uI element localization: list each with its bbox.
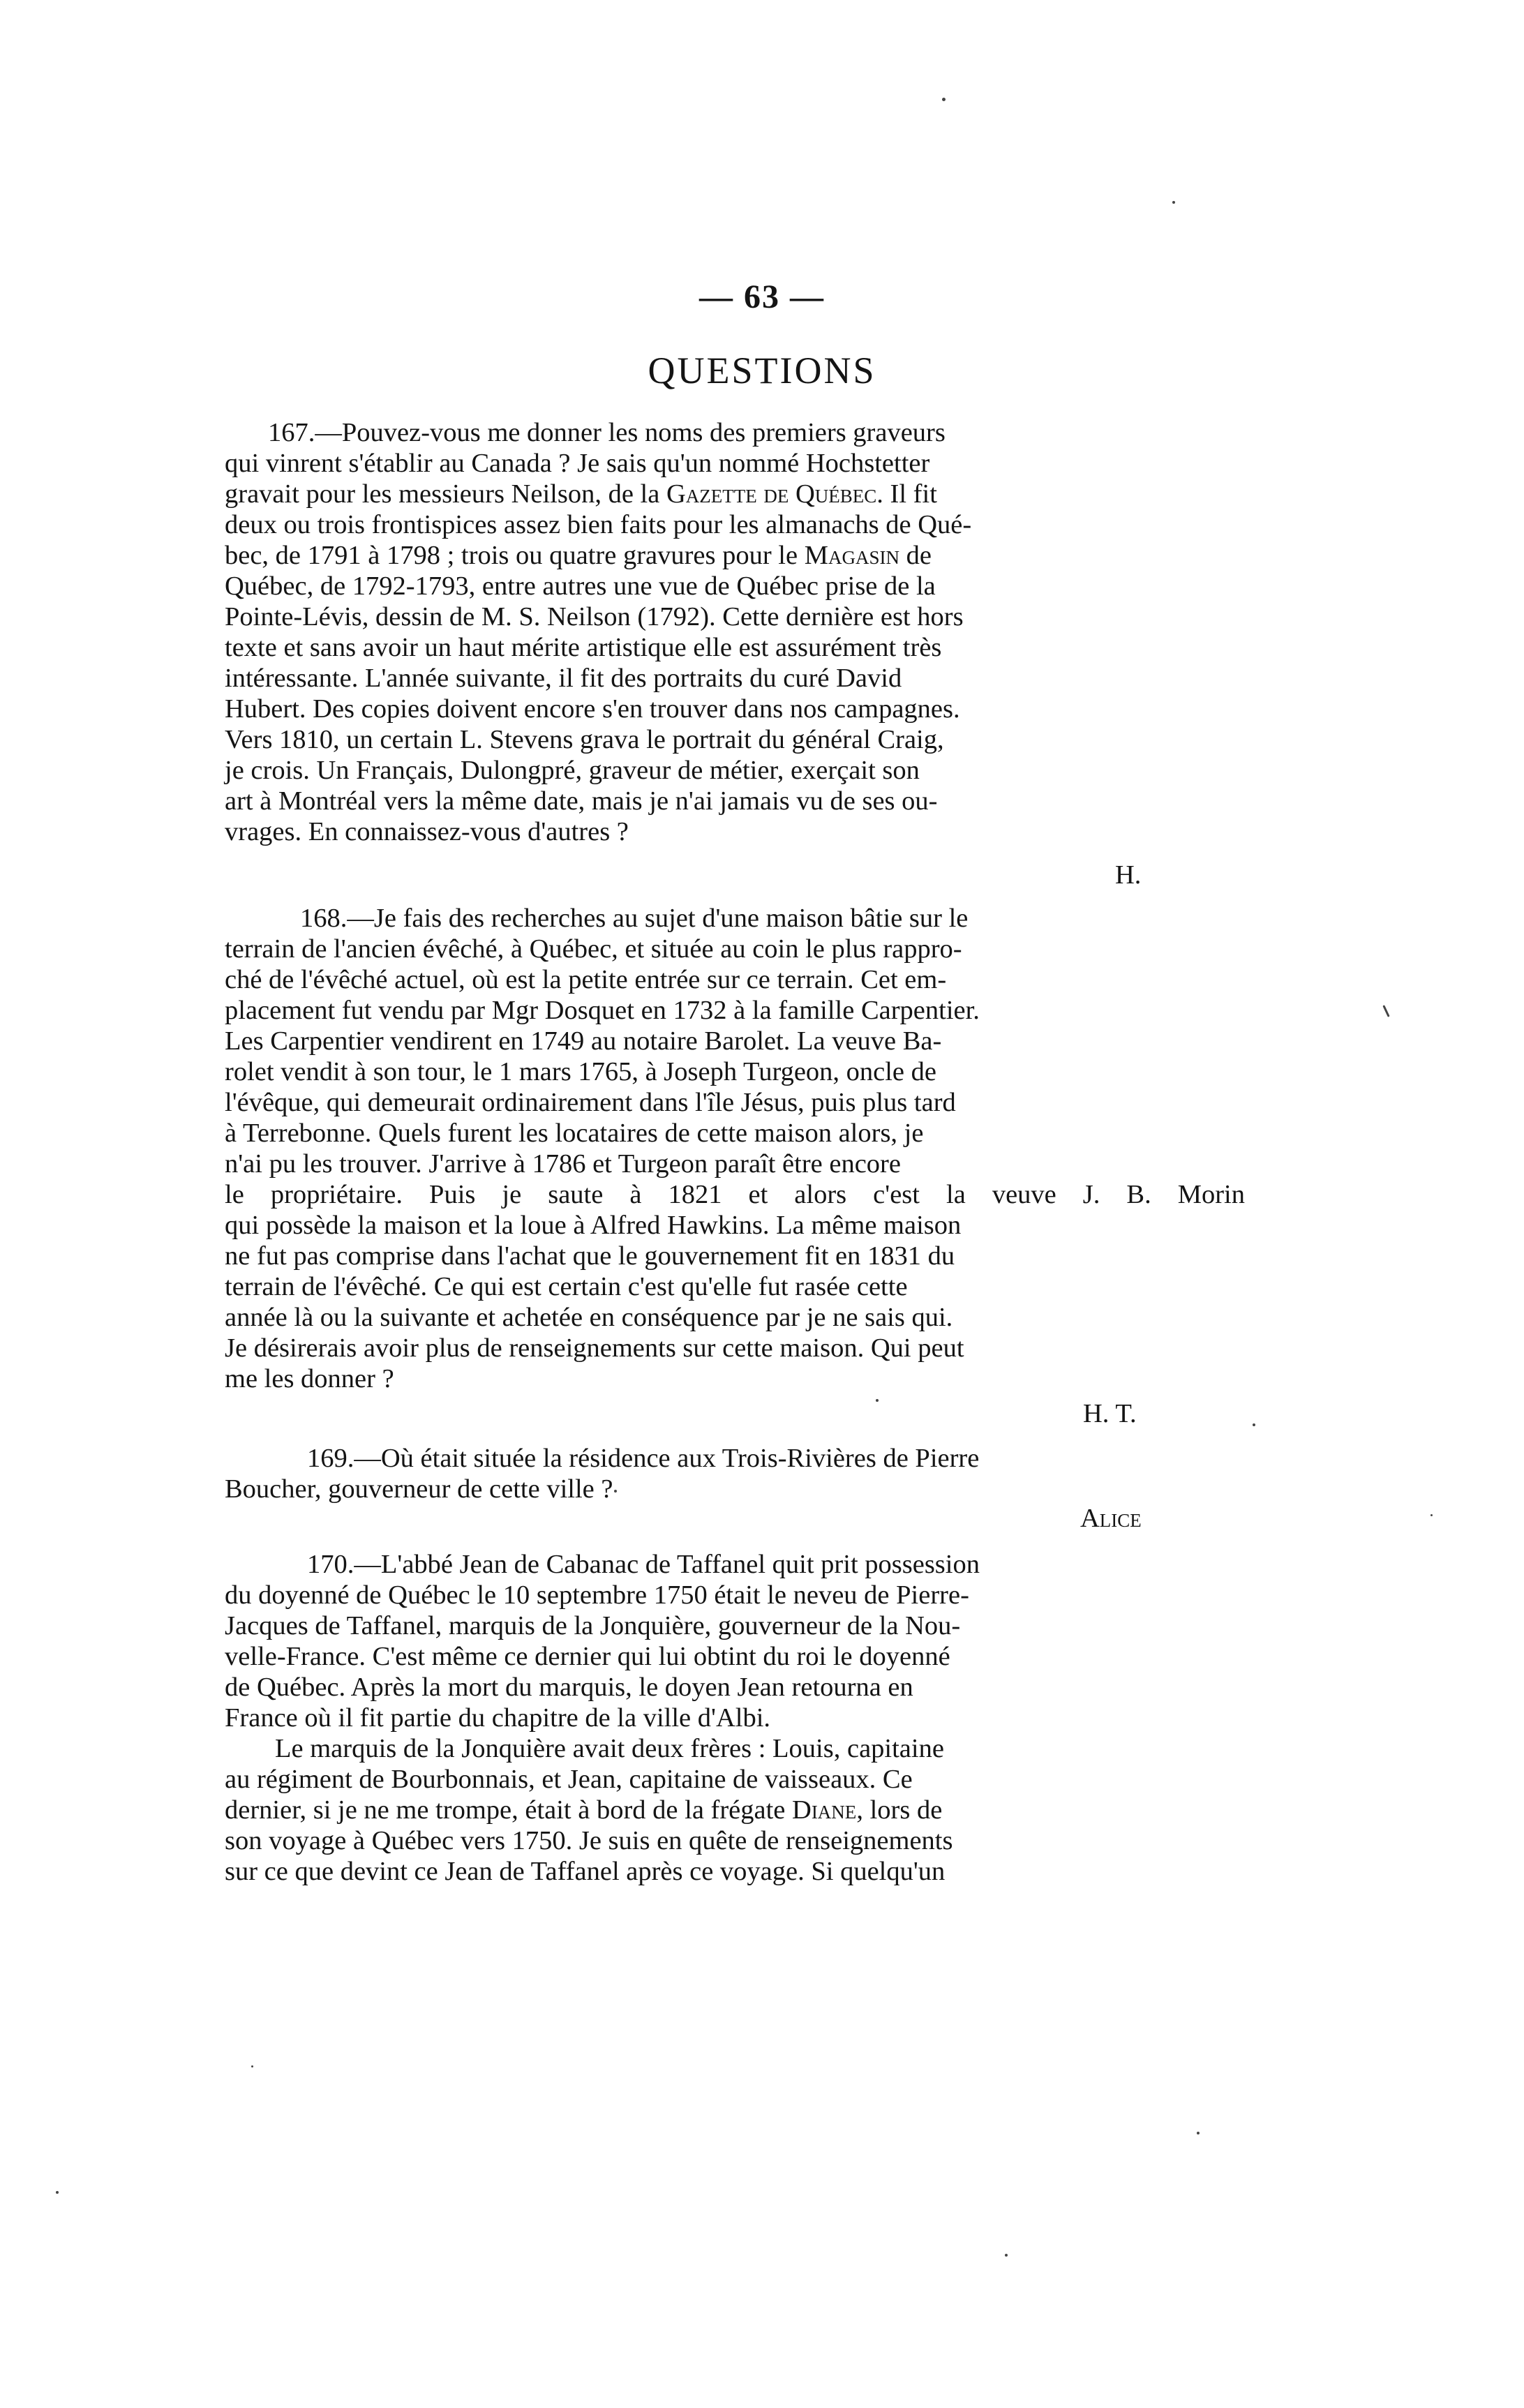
text-line: sur ce que devint ce Jean de Taffanel après ce voyage. Si quelqu'un — [225, 1857, 946, 1886]
text-line: Boucher, gouverneur de cette ville ? — [225, 1474, 613, 1504]
text-line: Pointe-Lévis, dessin de M. S. Neilson (1792). Cette dernière est hors — [225, 602, 964, 631]
text-line: Vers 1810, un certain L. Stevens grava le portrait du général Craig, — [225, 725, 944, 754]
page-number: — 63 — — [699, 278, 825, 315]
text-line: Je désirerais avoir plus de renseignements sur cette maison. Qui peut — [225, 1333, 964, 1363]
paper-speck — [614, 1490, 617, 1493]
paper-speck — [1253, 1423, 1255, 1426]
text-line: n'ai pu les trouver. J'arrive à 1786 et Turgeon paraît être encore — [225, 1149, 901, 1179]
paper-speck — [876, 1399, 879, 1402]
text-line: me les donner ? — [225, 1364, 394, 1393]
question-168 — [225, 903, 1245, 1394]
newspaper-title: Gazette de Québec — [666, 479, 877, 509]
signature-168: H. T. — [1083, 1399, 1137, 1428]
text-line: 169.—Où était située la résidence aux Trois-Rivières de Pierre — [307, 1444, 980, 1473]
text-line: ne fut pas comprise dans l'achat que le gouvernement fit en 1831 du — [225, 1241, 955, 1271]
text-line — [225, 540, 1245, 571]
paper-speck — [1005, 2254, 1008, 2257]
text-line: l'évêque, qui demeurait ordinairement dans l'île Jésus, puis plus tard — [225, 1088, 956, 1117]
text-line: son voyage à Québec vers 1750. Je suis en quête de renseignements — [225, 1826, 953, 1855]
text-line: Hubert. Des copies doivent encore s'en trouver dans nos campagnes. — [225, 694, 960, 724]
paper-speck — [1430, 1514, 1433, 1516]
magazine-title: Magasin — [804, 541, 899, 570]
question-170 — [225, 1549, 1245, 1887]
text-line: Les Carpentier vendirent en 1749 au notaire Barolet. La veuve Ba- — [225, 1026, 942, 1056]
text-line: art à Montréal vers la même date, mais je n'ai jamais vu de ses ou- — [225, 786, 938, 816]
question-167 — [225, 417, 1245, 847]
paper-speck — [1382, 1005, 1389, 1017]
text-run: . Il fit — [876, 479, 937, 509]
text-line: je crois. Un Français, Dulongpré, graveur de métier, exerçait son — [225, 756, 920, 785]
text-line: du doyenné de Québec le 10 septembre 1750 était le neveu de Pierre- — [225, 1580, 969, 1610]
text-line: au régiment de Bourbonnais, et Jean, capitaine de vaisseaux. Ce — [225, 1765, 913, 1794]
text-line — [225, 479, 1245, 509]
paper-speck — [942, 98, 946, 101]
section-title: QUESTIONS — [648, 350, 876, 391]
text-run: dernier, si je ne me trompe, était à bord de la frégate — [225, 1795, 793, 1825]
text-line: 167.—Pouvez-vous me donner les noms des premiers graveurs — [268, 418, 946, 447]
text-line: de Québec. Après la mort du marquis, le doyen Jean retourna en — [225, 1673, 913, 1702]
text-line: vrages. En connaissez-vous d'autres ? — [225, 817, 629, 846]
text-line: terrain de l'ancien évêché, à Québec, et située au coin le plus rappro- — [225, 934, 962, 964]
text-run: de — [899, 541, 932, 570]
paper-speck — [1172, 201, 1175, 204]
text-line: France où il fit partie du chapitre de la ville d'Albi. — [225, 1703, 771, 1733]
text-line: intéressante. L'année suivante, il fit des portraits du curé David — [225, 664, 902, 693]
text-line: 168.—Je fais des recherches au sujet d'une maison bâtie sur le — [300, 904, 969, 933]
text-run: gravait pour les messieurs Neilson, de la — [225, 479, 666, 509]
text-line: Jacques de Taffanel, marquis de la Jonquière, gouverneur de la Nou- — [225, 1611, 961, 1640]
text-line: placement fut vendu par Mgr Dosquet en 1732 à la famille Carpentier. — [225, 996, 980, 1025]
text-line: terrain de l'évêché. Ce qui est certain c'est qu'elle fut rasée cette — [225, 1272, 908, 1301]
signature-169: Alice — [1080, 1504, 1142, 1533]
text-line: deux ou trois frontispices assez bien faits pour les almanachs de Qué- — [225, 510, 972, 539]
text-line: velle-France. C'est même ce dernier qui lui obtint du roi le doyenné — [225, 1642, 950, 1671]
paper-speck — [56, 2191, 59, 2194]
text-run: bec, de 1791 à 1798 ; trois ou quatre gravures pour le — [225, 541, 805, 570]
signature-167: H. — [1115, 860, 1142, 890]
text-line: rolet vendit à son tour, le 1 mars 1765, à Joseph Turgeon, oncle de — [225, 1057, 936, 1086]
text-line: ché de l'évêché actuel, où est la petite entrée sur ce terrain. Cet em- — [225, 965, 947, 994]
text-line — [225, 1795, 1245, 1825]
text-line: Le marquis de la Jonquière avait deux frères : Louis, capitaine — [275, 1734, 944, 1763]
text-line: qui vinrent s'établir au Canada ? Je sais qu'un nommé Hochstetter — [225, 449, 930, 478]
paper-speck — [1197, 2132, 1200, 2134]
question-169 — [225, 1443, 1245, 1504]
text-line: Québec, de 1792-1793, entre autres une vue de Québec prise de la — [225, 571, 936, 601]
text-line: 170.—L'abbé Jean de Cabanac de Taffanel quit prit possession — [307, 1550, 980, 1579]
text-run: , lors de — [856, 1795, 943, 1825]
paper-speck — [251, 2065, 253, 2067]
text-line: qui possède la maison et la loue à Alfred Hawkins. La même maison — [225, 1211, 962, 1240]
text-line: année là ou la suivante et achetée en conséquence par je ne sais qui. — [225, 1303, 953, 1332]
text-line: texte et sans avoir un haut mérite artistique elle est assurément très — [225, 633, 942, 662]
text-line: le propriétaire. Puis je saute à 1821 et alors c'est la veuve J. B. Morin — [225, 1180, 1245, 1209]
ship-name: Diane — [792, 1795, 857, 1825]
text-line: à Terrebonne. Quels furent les locataires de cette maison alors, je — [225, 1119, 924, 1148]
